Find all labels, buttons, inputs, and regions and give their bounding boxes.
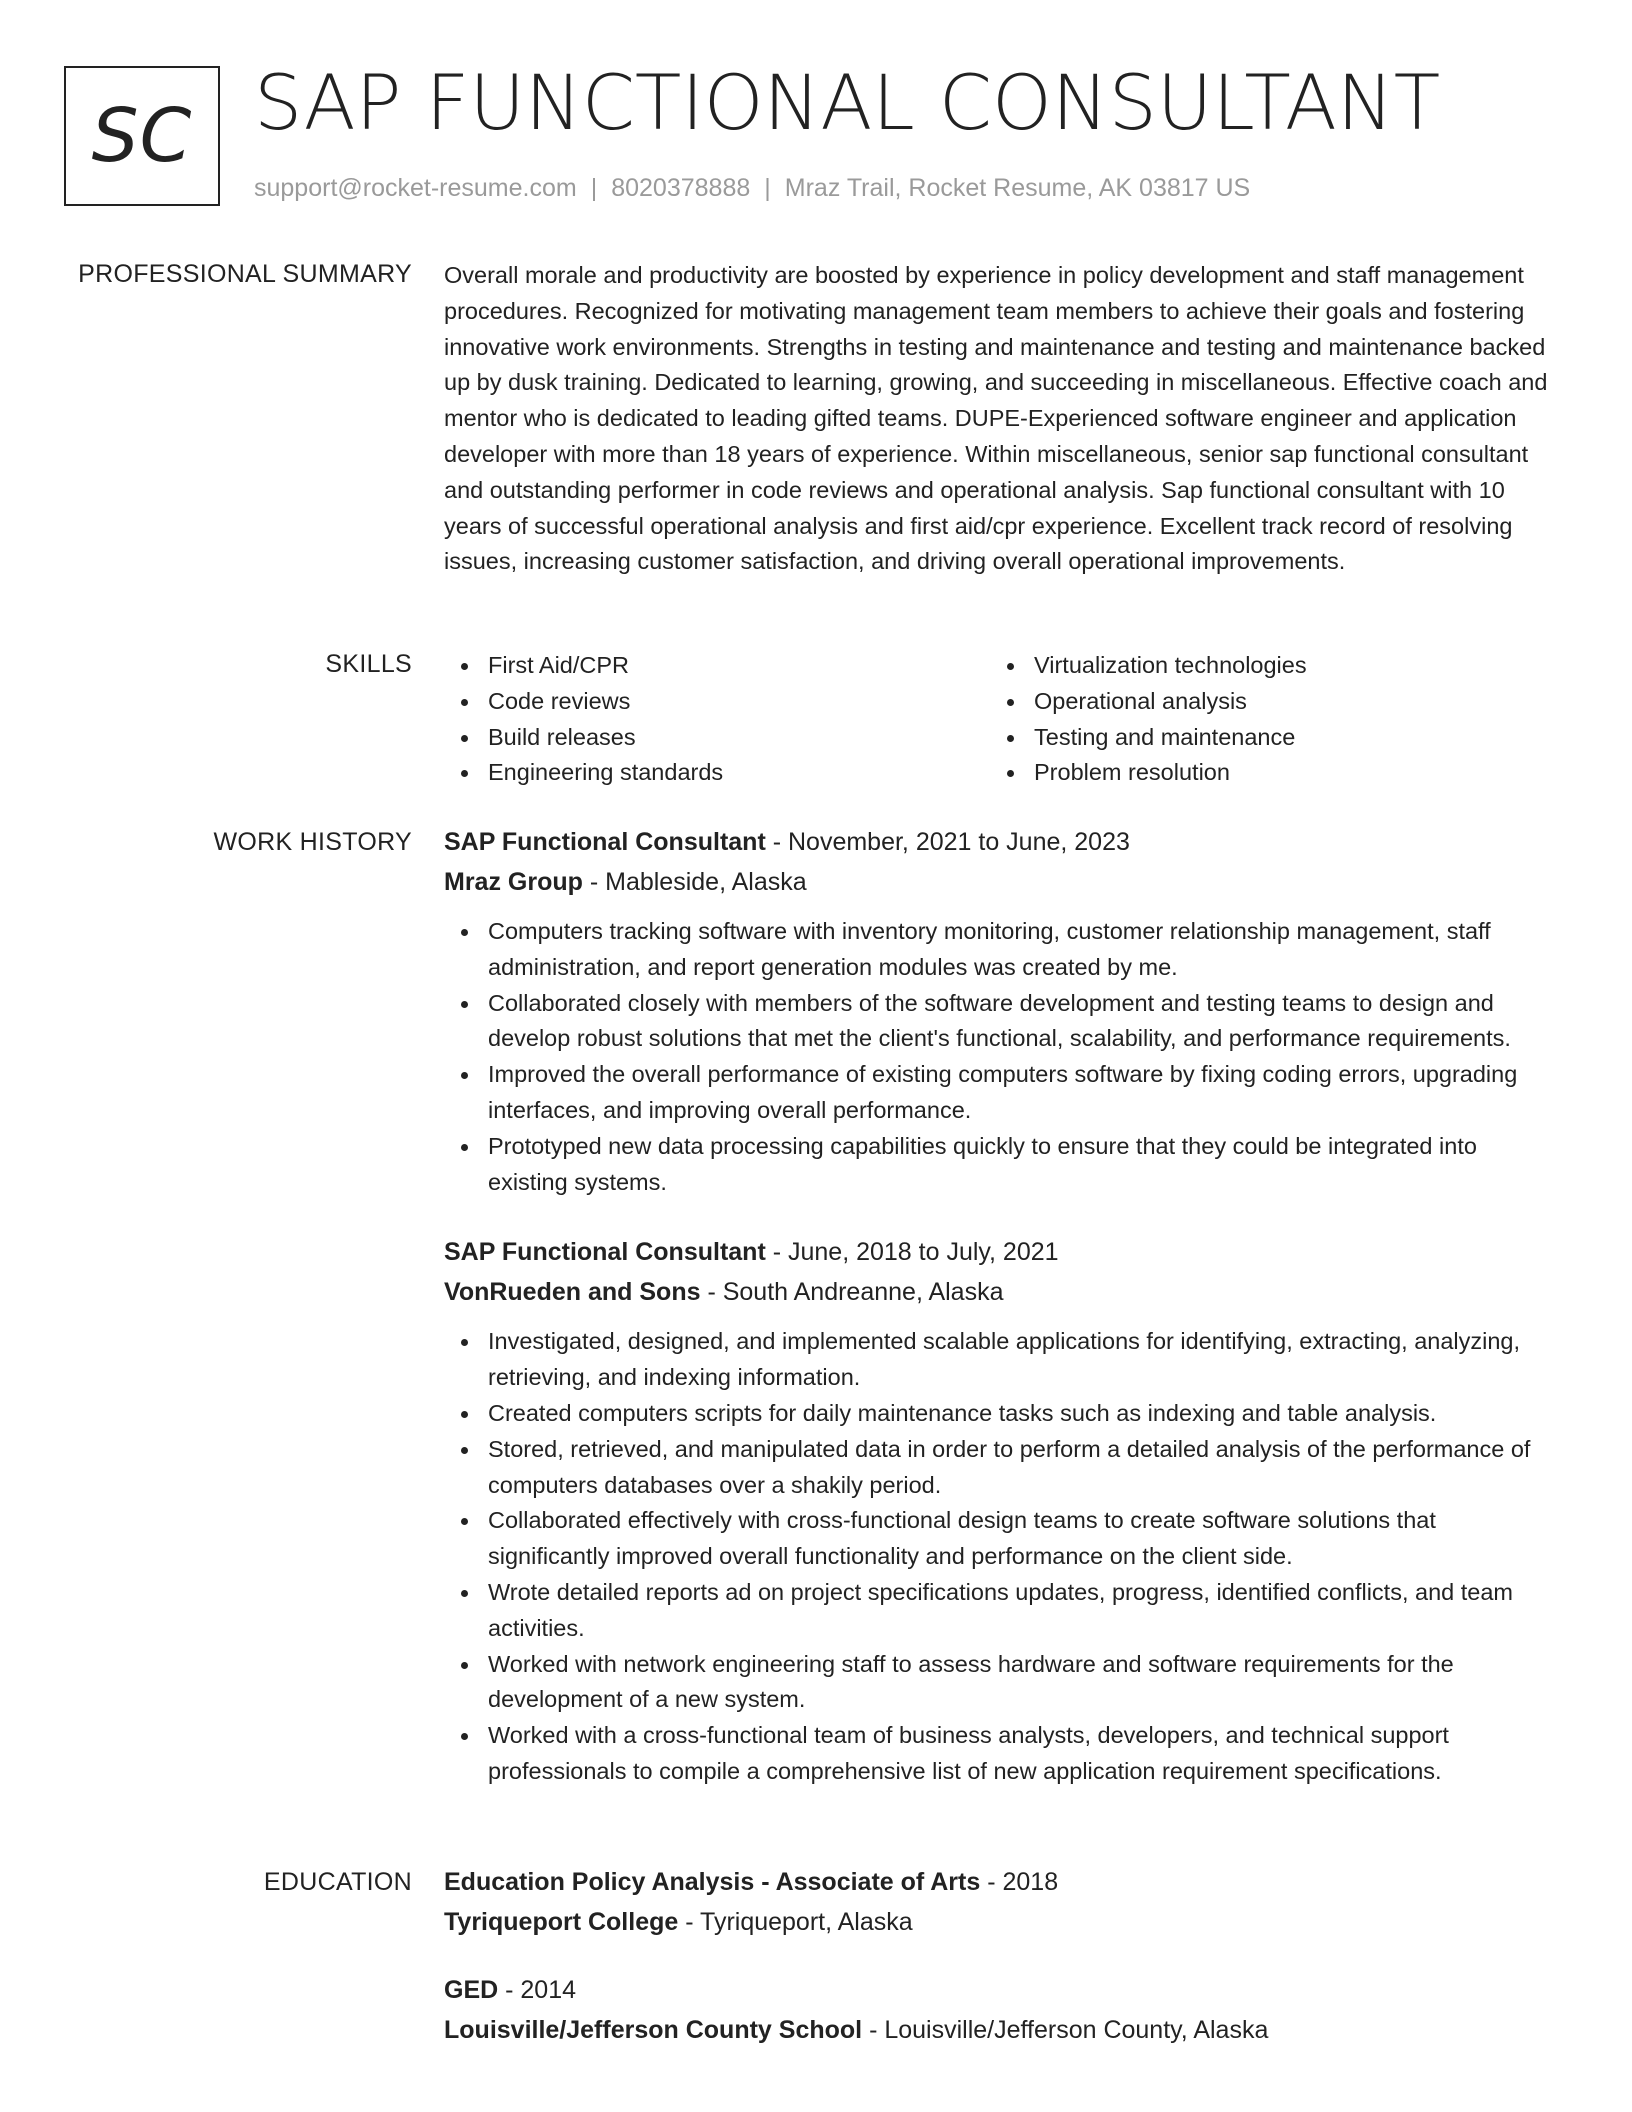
skills-list-left — [444, 648, 990, 791]
contact-separator: | — [764, 174, 771, 202]
education-school-line — [444, 2010, 1560, 2050]
job-bullet: Improved the overall performance of existing computers software by fixing coding errors, upgrading interfaces, and improving overall performance. — [444, 1057, 1560, 1129]
contact-phone[interactable]: 8020378888 — [611, 174, 751, 202]
contact-line — [254, 174, 1250, 203]
job-company: Mraz Group — [444, 868, 583, 896]
education-degree-line — [444, 1862, 1560, 1902]
skill-item: Code reviews — [444, 684, 990, 720]
education-year: - 2018 — [980, 1868, 1059, 1896]
job-company-line — [444, 1272, 1560, 1312]
job-location: - Mableside, Alaska — [582, 868, 807, 896]
job-bullet: Stored, retrieved, and manipulated data in order to perform a detailed analysis of the performance of computers databases over a shakily period. — [444, 1432, 1560, 1504]
summary-text: Overall morale and productivity are boosted by experience in policy development and staff management procedures. Recognized for motivating management team members to achieve their goals and fostering innovative work environments. Strengths in testing and maintenance and testing and maintenance backed up by dusk training. Dedicated to learning, growing, and succeeding in miscellaneous. Effective coach and mentor who is dedicated to leading gifted teams. DUPE-Experienced software engineer and application developer with more than 18 years of experience. Within miscellaneous, senior sap functional consultant and outstanding performer in code reviews and operational analysis. Sap functional consultant with 10 years of successful operational analysis and first aid/cpr experience. Excellent track record of resolving issues, increasing customer satisfaction, and driving overall operational improvements. — [444, 262, 1548, 575]
job-bullets — [444, 1324, 1560, 1789]
contact-separator: | — [590, 174, 598, 202]
skill-item: Virtualization technologies — [990, 648, 1536, 684]
job-title: SAP Functional Consultant — [444, 1238, 766, 1267]
education-school-line — [444, 1902, 1560, 1942]
job-location: - South Andreanne, Alaska — [700, 1278, 1004, 1307]
summary-body — [444, 258, 1560, 580]
education-school: Louisville/Jefferson County School — [444, 2016, 863, 2044]
education-heading: EDUCATION — [263, 1868, 412, 1896]
job-bullet: Collaborated closely with members of the software development and testing teams to design and develop robust solutions that met the client's functional, scalability, and performance requirements. — [444, 986, 1560, 1058]
job-title: SAP Functional Consultant — [444, 828, 766, 856]
job-bullets — [444, 914, 1560, 1200]
work-body — [444, 822, 1560, 1790]
education-year: - 2014 — [498, 1976, 577, 2004]
skill-item: Testing and maintenance — [990, 720, 1536, 756]
job-bullet: Worked with network engineering staff to assess hardware and software requirements for the development of a new system. — [444, 1647, 1560, 1719]
monogram-logo: SC — [64, 66, 220, 206]
skill-item: Problem resolution — [990, 755, 1536, 791]
job-title-line — [444, 822, 1560, 862]
education-degree: GED — [444, 1976, 499, 2004]
work-heading: WORK HISTORY — [213, 828, 412, 856]
education-school: Tyriqueport College — [444, 1908, 679, 1936]
education-degree-line — [444, 1970, 1560, 2010]
job-bullet: Wrote detailed reports ad on project specifications updates, progress, identified conflicts, and team activities. — [444, 1575, 1560, 1647]
job-bullet: Collaborated effectively with cross-functional design teams to create software solutions that significantly improved overall functionality and performance on the client side. — [444, 1503, 1560, 1575]
skills-heading: SKILLS — [325, 650, 412, 678]
resume-title: SAP FUNCTIONAL CONSULTANT — [254, 58, 1441, 147]
summary-heading: PROFESSIONAL SUMMARY — [78, 260, 412, 288]
contact-address: Mraz Trail, Rocket Resume, AK 03817 US — [784, 174, 1251, 202]
education-degree: Education Policy Analysis - Associate of Arts — [444, 1868, 981, 1896]
job-bullet: Investigated, designed, and implemented scalable applications for identifying, extracting, analyzing, retrieving, and indexing information. — [444, 1324, 1560, 1396]
skills-grid — [444, 648, 1560, 791]
job-dates: - November, 2021 to June, 2023 — [765, 828, 1130, 856]
education-entry — [444, 1862, 1560, 1942]
skills-body — [444, 648, 1560, 791]
skill-item: First Aid/CPR — [444, 648, 990, 684]
job-bullet: Computers tracking software with inventory monitoring, customer relationship management, staff administration, and report generation modules was created by me. — [444, 914, 1560, 986]
job-dates: - June, 2018 to July, 2021 — [765, 1238, 1059, 1267]
job-bullet: Created computers scripts for daily maintenance tasks such as indexing and table analysis. — [444, 1396, 1560, 1432]
job-title-line — [444, 1232, 1560, 1272]
job-entry — [444, 1232, 1560, 1789]
job-company-line — [444, 862, 1560, 902]
skill-item: Build releases — [444, 720, 990, 756]
education-entry — [444, 1970, 1560, 2050]
job-bullet: Worked with a cross-functional team of business analysts, developers, and technical support professionals to compile a comprehensive list of new application requirement specifications. — [444, 1718, 1560, 1790]
job-bullet: Prototyped new data processing capabilities quickly to ensure that they could be integrated into existing systems. — [444, 1129, 1560, 1201]
education-body — [444, 1862, 1560, 2050]
skill-item: Operational analysis — [990, 684, 1536, 720]
education-location: - Louisville/Jefferson County, Alaska — [862, 2016, 1269, 2044]
job-entry — [444, 822, 1560, 1200]
education-location: - Tyriqueport, Alaska — [678, 1908, 913, 1936]
skill-item: Engineering standards — [444, 755, 990, 791]
skills-list-right — [990, 648, 1536, 791]
contact-email[interactable]: support@rocket-resume.com — [254, 174, 577, 202]
job-company: VonRueden and Sons — [444, 1278, 701, 1307]
